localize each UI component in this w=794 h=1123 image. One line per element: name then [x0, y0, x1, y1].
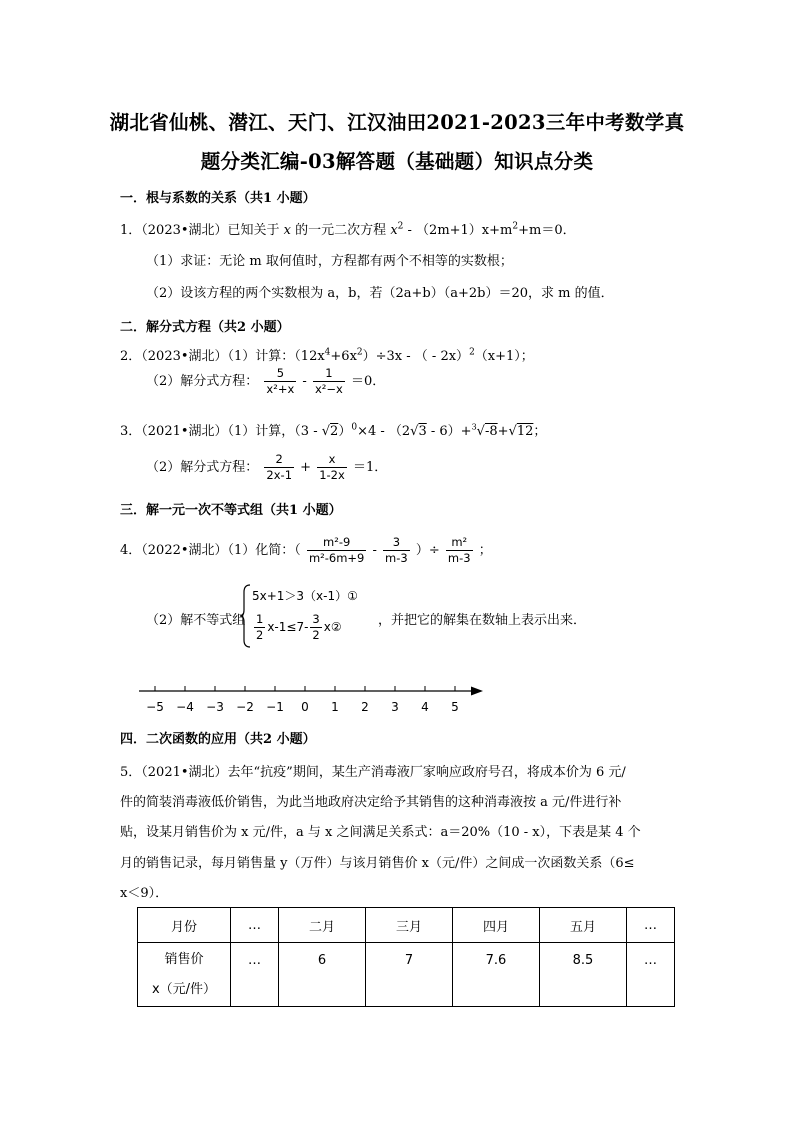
- fraction: $\frac{\text{m²-9}}{\text{m²-6m+9}}$: [308, 535, 365, 565]
- system-brace: [240, 584, 252, 648]
- inequality-2: $\frac{1}{2}$ x-1≤7- $\frac{3}{2}$ x②: [256, 612, 342, 642]
- table-header-cell: 四月: [452, 908, 539, 943]
- section-heading-3: 三．解一元一次不等式组（共1 小题）: [120, 503, 342, 518]
- table-header-cell: 月份: [138, 908, 231, 943]
- fraction: $\frac{1}{2}$: [256, 612, 264, 642]
- sales-table: [137, 907, 675, 1007]
- document-title-line1: 湖北省仙桃、潜江、天门、江汉油田2021-2023三年中考数学真: [109, 111, 685, 134]
- fraction: $\frac{2}{2x-1}$: [266, 452, 293, 482]
- table-row: [138, 908, 675, 943]
- fraction: $\frac{\text{m²}}{m-3}$: [447, 535, 471, 565]
- q5-line4: 月的销售记录，每月销售量 y（万件）与该月销售价 x（元/件）之间成一次函数关系（6≤: [120, 856, 635, 871]
- q5-line5: x＜9）．: [120, 886, 169, 901]
- fraction: $\frac{x}{1-2x}$: [319, 452, 345, 482]
- number-line-label: 4: [421, 700, 429, 714]
- number-line-label: 0: [301, 700, 309, 714]
- q2-part1: 2．（2023•湖北）（1）计算：$(12x^4+6x^2)\div 3x$ - （ - 2x）$^2$（x+1）；: [120, 347, 534, 364]
- q1-stem: 1．（2023•湖北）已知关于 x 的一元二次方程 $x^2 - (2m+1)x+m^2+m=0$．: [120, 221, 576, 238]
- number-line-label: −1: [266, 700, 284, 714]
- number-line-arrow: [471, 687, 483, 696]
- q4-part1: 4．（2022•湖北）（1）化简：（ $\frac{\text{m²-9}}{\text{m²-6m+9}}$ - $\frac{3}{m-3}$ ）÷ $\frac{\text{m²}}{m-3}$ ；: [120, 535, 492, 565]
- number-line-label: −2: [236, 700, 254, 714]
- number-line-label: 2: [361, 700, 369, 714]
- q1-part2: （2）设该方程的两个实数根为 a，b，若（2a+b）（a+2b）＝20，求 m 的值．: [146, 286, 614, 301]
- table-header-cell: …: [231, 908, 279, 943]
- q1-part1: （1）求证：无论 m 取何值时，方程都有两个不相等的实数根；: [146, 254, 513, 269]
- number-line-label: −3: [206, 700, 224, 714]
- inequality-1: 5x+1＞3（x-1）①: [252, 589, 358, 603]
- table-cell: …: [626, 943, 674, 1007]
- q2-part2: （2）解分式方程： $\frac{5}{\text{x²+x}}$ - $\frac{1}{\text{x²−x}}$ ＝0．: [146, 366, 386, 396]
- section-heading-4: 四．二次函数的应用（共2 小题）: [120, 732, 316, 747]
- number-line-label: −4: [176, 700, 194, 714]
- table-header-cell: 三月: [365, 908, 452, 943]
- table-header-cell: …: [626, 908, 674, 943]
- number-line: [135, 682, 495, 718]
- table-cell: 6: [278, 943, 365, 1007]
- table-cell: 7: [365, 943, 452, 1007]
- section-heading-1: 一．根与系数的关系（共1 小题）: [120, 191, 316, 206]
- table-cell: …: [231, 943, 279, 1007]
- number-line-label: 3: [391, 700, 399, 714]
- table-row-label: 销售价 x（元/件）: [138, 943, 231, 1007]
- table-header-cell: 五月: [539, 908, 626, 943]
- document-title-line2: 题分类汇编-03解答题（基础题）知识点分类: [200, 150, 594, 173]
- table-cell: 8.5: [539, 943, 626, 1007]
- number-line-label: 1: [331, 700, 339, 714]
- fraction: $\frac{3}{2}$: [312, 612, 320, 642]
- number-line-label: 5: [451, 700, 459, 714]
- q4-part2-label: （2）解不等式组: [146, 613, 246, 628]
- q5-line3: 贴，设某月销售价为 x 元/件，a 与 x 之间满足关系式：a＝20%（10 - x），下表是某 4 个: [120, 825, 641, 840]
- q3-part1: 3．（2021•湖北）（1）计算，（3 - √2）$^0$×4 - （2√3 - 6）+$^3$√-8+√12；: [120, 422, 547, 439]
- q5-line1: 5．（2021•湖北）去年“抗疫”期间，某生产消毒液厂家响应政府号召，将成本价为 6 元/: [120, 765, 626, 780]
- q5-line2: 件的简装消毒液低价销售，为此当地政府决定给予其销售的这种消毒液按 a 元/件进行补: [120, 795, 622, 810]
- table-cell: 7.6: [452, 943, 539, 1007]
- fraction: $\frac{5}{\text{x²+x}}$: [266, 366, 295, 396]
- table-header-cell: 二月: [278, 908, 365, 943]
- q3-part2: （2）解分式方程： $\frac{2}{2x-1}$ + $\frac{x}{1-2x}$ ＝1．: [146, 452, 388, 482]
- fraction: $\frac{1}{\text{x²−x}}$: [314, 366, 343, 396]
- table-row: [138, 943, 675, 1007]
- q4-part2-end: ，并把它的解集在数轴上表示出来．: [378, 613, 587, 628]
- fraction: $\frac{3}{m-3}$: [385, 535, 408, 565]
- number-line-label: −5: [146, 700, 164, 714]
- section-heading-2: 二．解分式方程（共2 小题）: [120, 320, 290, 335]
